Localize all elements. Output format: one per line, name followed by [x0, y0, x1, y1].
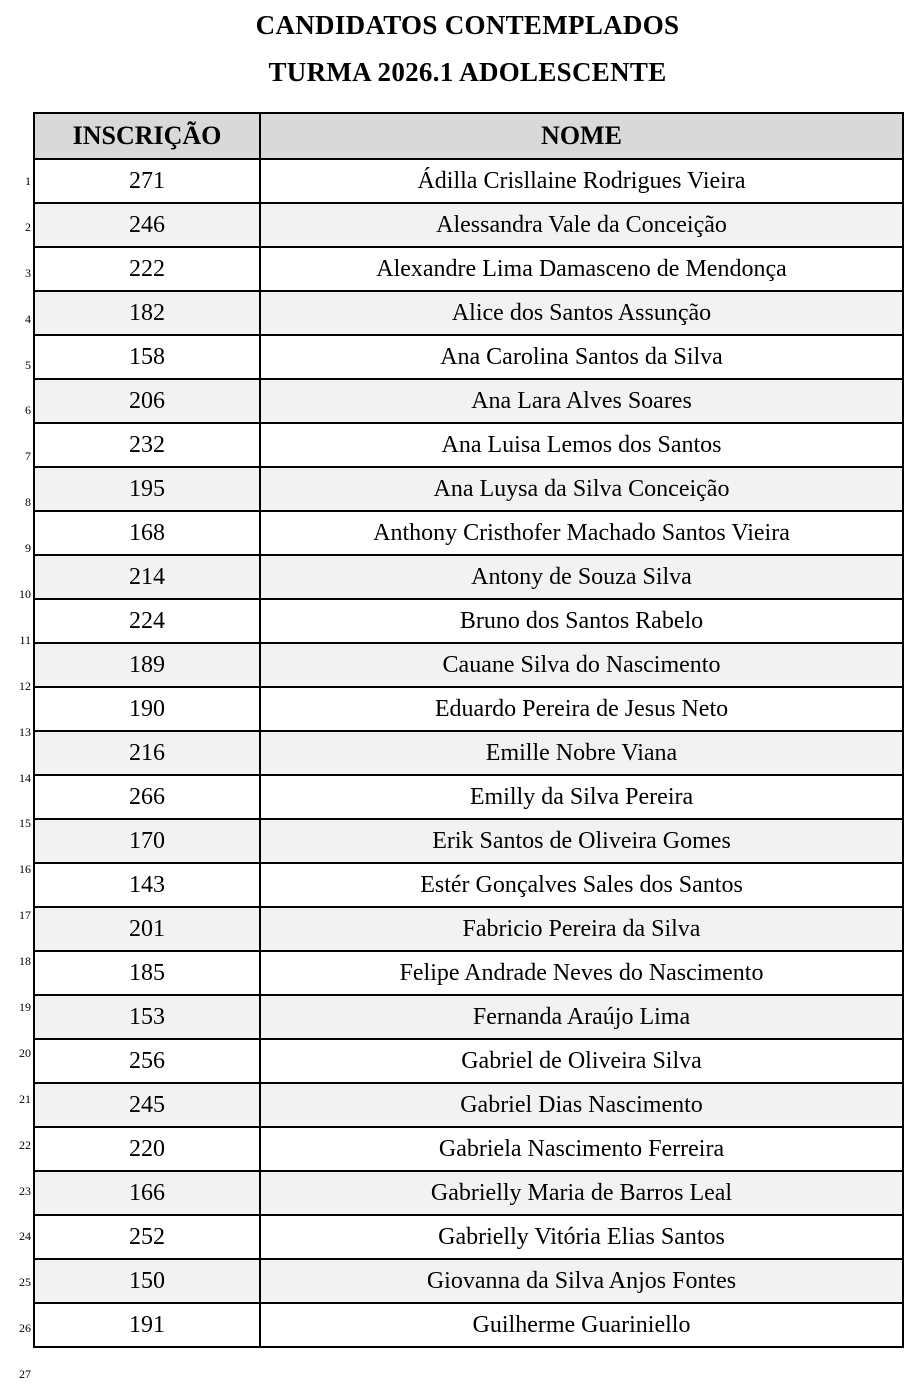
row-number: 5 — [25, 357, 31, 372]
row-number: 13 — [19, 724, 31, 739]
inscricao-cell: 252 — [34, 1215, 260, 1259]
table-row — [34, 731, 903, 775]
row-number: 19 — [19, 1000, 31, 1015]
table-row — [34, 1215, 903, 1259]
table-row — [34, 863, 903, 907]
inscricao-cell: 143 — [34, 863, 260, 907]
row-number: 25 — [19, 1275, 31, 1290]
row-number: 4 — [25, 311, 31, 326]
row-number: 24 — [19, 1229, 31, 1244]
nome-cell: Giovanna da Silva Anjos Fontes — [260, 1259, 903, 1303]
row-number: 27 — [19, 1367, 31, 1382]
nome-cell: Gabriel de Oliveira Silva — [260, 1039, 903, 1083]
inscricao-cell: 170 — [34, 819, 260, 863]
nome-cell: Ana Carolina Santos da Silva — [260, 335, 903, 379]
row-number: 15 — [19, 816, 31, 831]
nome-cell: Anthony Cristhofer Machado Santos Vieira — [260, 511, 903, 555]
nome-cell: Guilherme Guariniello — [260, 1303, 903, 1347]
table-row — [34, 1171, 903, 1215]
table-row — [34, 379, 903, 423]
table-row — [34, 159, 903, 203]
row-number: 23 — [19, 1183, 31, 1198]
nome-cell: Fernanda Araújo Lima — [260, 995, 903, 1039]
table-row — [34, 203, 903, 247]
inscricao-cell: 168 — [34, 511, 260, 555]
row-number: 26 — [19, 1321, 31, 1336]
nome-cell: Fabricio Pereira da Silva — [260, 907, 903, 951]
inscricao-cell: 214 — [34, 555, 260, 599]
table-row — [34, 423, 903, 467]
inscricao-cell: 150 — [34, 1259, 260, 1303]
nome-cell: Felipe Andrade Neves do Nascimento — [260, 951, 903, 995]
candidates-table — [33, 112, 904, 1348]
inscricao-cell: 216 — [34, 731, 260, 775]
inscricao-cell: 224 — [34, 599, 260, 643]
table-row — [34, 291, 903, 335]
table-row — [34, 643, 903, 687]
table-row — [34, 995, 903, 1039]
nome-cell: Alice dos Santos Assunção — [260, 291, 903, 335]
table-body — [34, 159, 903, 1347]
nome-cell: Eduardo Pereira de Jesus Neto — [260, 687, 903, 731]
row-number: 6 — [25, 403, 31, 418]
row-number: 21 — [19, 1091, 31, 1106]
nome-cell: Antony de Souza Silva — [260, 555, 903, 599]
table-row — [34, 599, 903, 643]
nome-cell: Alessandra Vale da Conceição — [260, 203, 903, 247]
inscricao-cell: 201 — [34, 907, 260, 951]
nome-cell: Ana Luysa da Silva Conceição — [260, 467, 903, 511]
inscricao-cell: 195 — [34, 467, 260, 511]
nome-cell: Estér Gonçalves Sales dos Santos — [260, 863, 903, 907]
table-row — [34, 819, 903, 863]
row-number: 17 — [19, 908, 31, 923]
inscricao-cell: 220 — [34, 1127, 260, 1171]
table-row — [34, 1303, 903, 1347]
table-row — [34, 1083, 903, 1127]
inscricao-cell: 191 — [34, 1303, 260, 1347]
table-row — [34, 907, 903, 951]
table-row — [34, 1259, 903, 1303]
row-number: 9 — [25, 541, 31, 556]
nome-cell: Cauane Silva do Nascimento — [260, 643, 903, 687]
nome-cell: Ana Lara Alves Soares — [260, 379, 903, 423]
table-row — [34, 775, 903, 819]
row-number: 12 — [19, 678, 31, 693]
inscricao-cell: 190 — [34, 687, 260, 731]
inscricao-cell: 266 — [34, 775, 260, 819]
row-number: 1 — [25, 174, 31, 188]
table-row — [34, 335, 903, 379]
row-number: 3 — [25, 265, 31, 280]
row-number: 16 — [19, 862, 31, 877]
inscricao-cell: 185 — [34, 951, 260, 995]
table-row — [34, 1127, 903, 1171]
row-number: 2 — [25, 219, 31, 234]
row-number: 22 — [19, 1137, 31, 1152]
document-subtitle: TURMA 2026.1 ADOLESCENTE — [268, 57, 667, 87]
nome-cell: Emille Nobre Viana — [260, 731, 903, 775]
inscricao-cell: 166 — [34, 1171, 260, 1215]
table-row — [34, 555, 903, 599]
inscricao-cell: 222 — [34, 247, 260, 291]
row-number: 10 — [19, 587, 31, 602]
nome-cell: Gabrielly Vitória Elias Santos — [260, 1215, 903, 1259]
row-number: 8 — [25, 495, 31, 510]
inscricao-cell: 232 — [34, 423, 260, 467]
row-number: 18 — [19, 954, 31, 969]
table-row — [34, 951, 903, 995]
inscricao-cell: 245 — [34, 1083, 260, 1127]
table-row — [34, 687, 903, 731]
row-number: 7 — [25, 449, 31, 464]
inscricao-cell: 182 — [34, 291, 260, 335]
header-inscricao: INSCRIÇÃO — [34, 113, 260, 159]
row-number: 11 — [19, 632, 31, 647]
inscricao-cell: 271 — [34, 159, 260, 203]
row-number: 14 — [19, 770, 31, 785]
nome-cell: Alexandre Lima Damasceno de Mendonça — [260, 247, 903, 291]
nome-cell: Gabriela Nascimento Ferreira — [260, 1127, 903, 1171]
nome-cell: Bruno dos Santos Rabelo — [260, 599, 903, 643]
header-nome: NOME — [260, 113, 903, 159]
nome-cell: Gabriel Dias Nascimento — [260, 1083, 903, 1127]
nome-cell: Erik Santos de Oliveira Gomes — [260, 819, 903, 863]
table-row — [34, 511, 903, 555]
nome-cell: Gabrielly Maria de Barros Leal — [260, 1171, 903, 1215]
document-title: CANDIDATOS CONTEMPLADOS — [255, 10, 680, 40]
table-row — [34, 1039, 903, 1083]
table-header-row — [34, 113, 903, 159]
inscricao-cell: 153 — [34, 995, 260, 1039]
inscricao-cell: 246 — [34, 203, 260, 247]
inscricao-cell: 206 — [34, 379, 260, 423]
nome-cell: Emilly da Silva Pereira — [260, 775, 903, 819]
nome-cell: Ádilla Crisllaine Rodrigues Vieira — [260, 159, 903, 203]
row-number-column — [0, 158, 31, 1397]
table-row — [34, 467, 903, 511]
nome-cell: Ana Luisa Lemos dos Santos — [260, 423, 903, 467]
inscricao-cell: 256 — [34, 1039, 260, 1083]
inscricao-cell: 158 — [34, 335, 260, 379]
row-number: 20 — [19, 1045, 31, 1060]
table-row — [34, 247, 903, 291]
inscricao-cell: 189 — [34, 643, 260, 687]
